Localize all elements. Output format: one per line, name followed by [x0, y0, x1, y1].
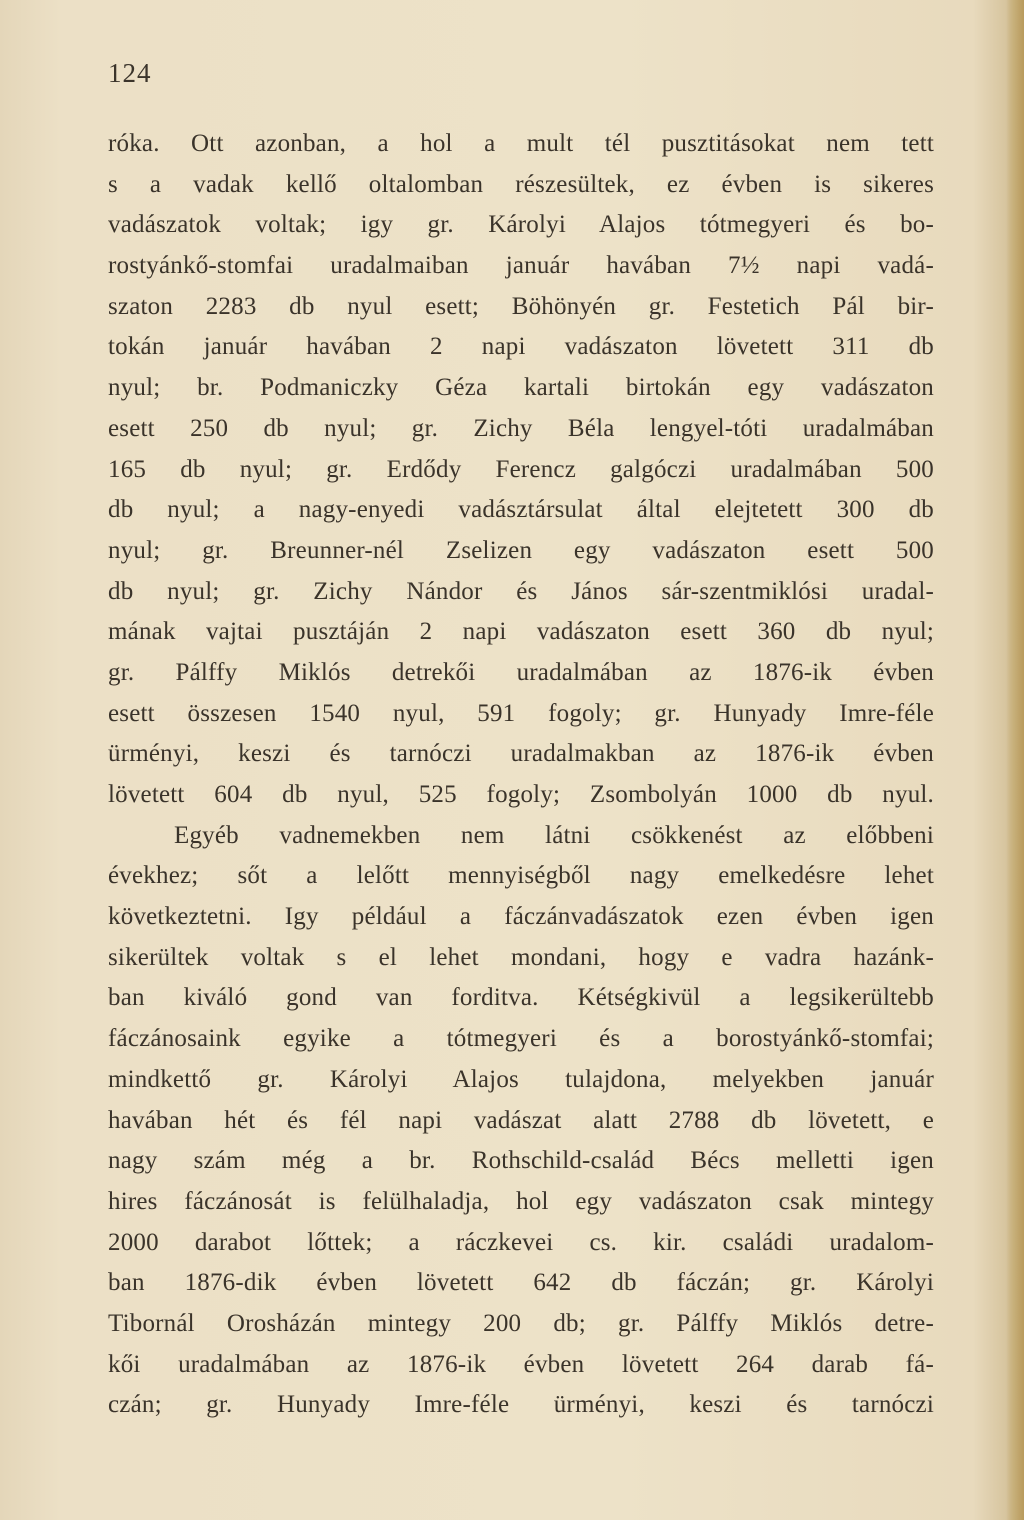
text-line: nyul; br. Podmaniczky Géza kartali birtokán egy vadászaton — [108, 374, 934, 402]
text-line: Egyéb vadnemekben nem látni csökkenést az előbbeni — [174, 821, 934, 849]
text-line: következtetni. Igy például a fáczánvadászatok ezen évben igen — [108, 903, 934, 931]
text-line: havában hét és fél napi vadászat alatt 2788 db lövetett, e — [108, 1106, 934, 1134]
text-line: sikerültek voltak s el lehet mondani, hogy e vadra hazánk- — [108, 943, 934, 971]
text-line: Tibornál Orosházán mintegy 200 db; gr. Pálffy Miklós detre- — [108, 1309, 934, 1337]
text-line: nyul; gr. Breunner-nél Zselizen egy vadászaton esett 500 — [108, 536, 934, 564]
text-line: esett összesen 1540 nyul, 591 fogoly; gr. Hunyady Imre-féle — [108, 699, 934, 727]
text-line: ürményi, keszi és tarnóczi uradalmakban az 1876-ik évben — [108, 740, 934, 768]
text-line: gr. Pálffy Miklós detrekői uradalmában az 1876-ik évben — [108, 658, 934, 686]
text-line: mindkettő gr. Károlyi Alajos tulajdona, melyekben január — [108, 1065, 934, 1093]
text-line: db nyul; a nagy-enyedi vadásztársulat által elejtetett 300 db — [108, 496, 934, 524]
text-line: ban kiváló gond van forditva. Kétségkivül a legsikerültebb — [108, 984, 934, 1012]
text-line: esett 250 db nyul; gr. Zichy Béla lengyel-tóti uradalmában — [108, 414, 934, 442]
text-line: kői uradalmában az 1876-ik évben lövetett 264 darab fá- — [108, 1350, 934, 1378]
text-line: nagy szám még a br. Rothschild-család Bécs melletti igen — [108, 1147, 934, 1175]
page-edge — [1006, 0, 1024, 1520]
text-line: róka. Ott azonban, a hol a mult tél pusztitásokat nem tett — [108, 130, 934, 157]
text-line: vadászatok voltak; igy gr. Károlyi Alajos tótmegyeri és bo- — [108, 211, 934, 239]
text-line: 165 db nyul; gr. Erdődy Ferencz galgóczi uradalmában 500 — [108, 455, 934, 483]
text-line: rostyánkő-stomfai uradalmaiban január havában 7½ napi vadá- — [108, 252, 934, 280]
text-line: lövetett 604 db nyul, 525 fogoly; Zsombolyán 1000 db nyul. — [108, 781, 934, 808]
text-line: db nyul; gr. Zichy Nándor és János sár-szentmiklósi uradal- — [108, 577, 934, 605]
text-line: 2000 darabot lőttek; a ráczkevei cs. kir. családi uradalom- — [108, 1228, 934, 1256]
text-line: hires fáczánosát is felülhaladja, hol egy vadászaton csak mintegy — [108, 1187, 934, 1215]
text-line: szaton 2283 db nyul esett; Böhönyén gr. Festetich Pál bir- — [108, 292, 934, 320]
text-line: tokán január havában 2 napi vadászaton lövetett 311 db — [108, 333, 934, 361]
page-number: 124 — [108, 58, 152, 88]
text-line: ban 1876-dik évben lövetett 642 db fáczán; gr. Károlyi — [108, 1269, 934, 1297]
text-line: czán; gr. Hunyady Imre-féle ürményi, keszi és tarnóczi — [108, 1391, 934, 1419]
body-text — [108, 124, 934, 1426]
text-line: évekhez; sőt a lelőtt mennyiségből nagy emelkedésre lehet — [108, 862, 934, 890]
text-line: fáczánosaink egyike a tótmegyeri és a borostyánkő-stomfai; — [108, 1025, 934, 1053]
text-line: s a vadak kellő oltalomban részesültek, ez évben is sikeres — [108, 170, 934, 198]
text-line: mának vajtai pusztáján 2 napi vadászaton esett 360 db nyul; — [108, 618, 934, 646]
